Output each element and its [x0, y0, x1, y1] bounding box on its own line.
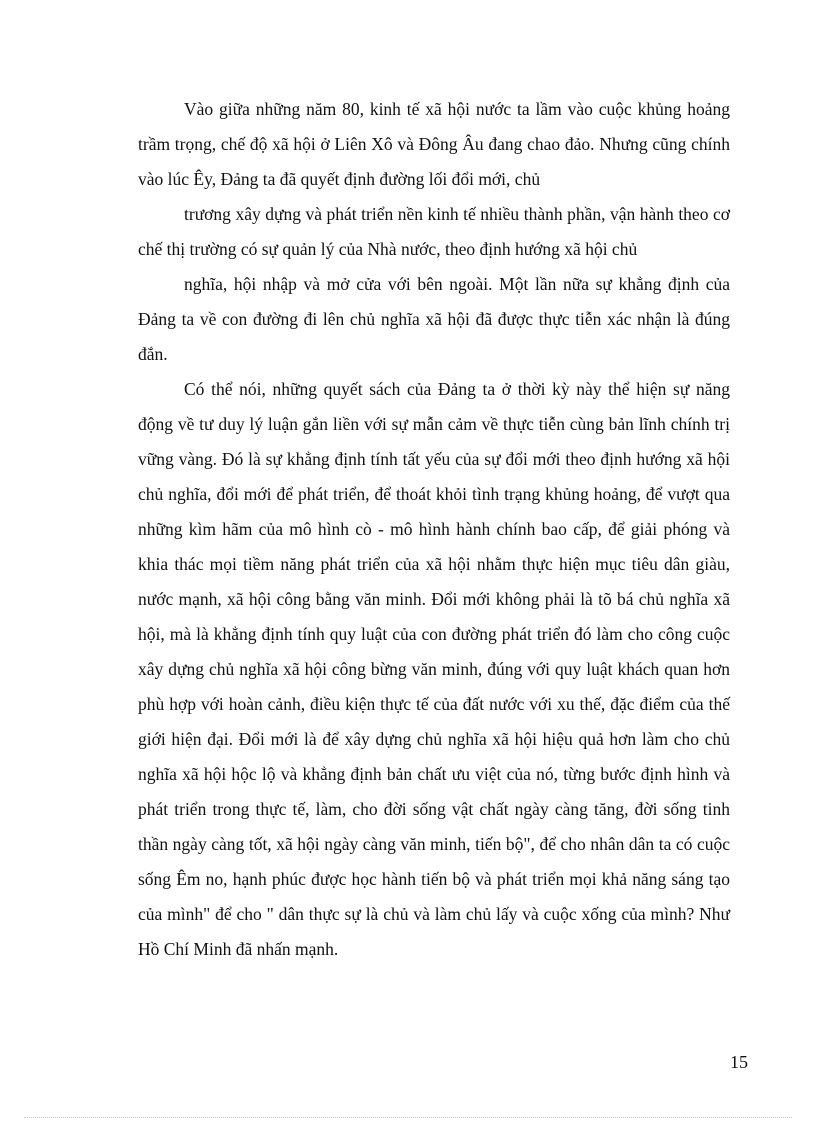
paragraph-1: Vào giữa những năm 80, kinh tế xã hội nước ta lầm vào cuộc khủng hoảng trầm trọng, chế độ xã hội ở Liên Xô và Đông Âu đang chao đảo. Nhưng cũng chính vào lúc Êy, Đảng ta đã quyết định đường lối đổi mới, chủ: [138, 99, 730, 189]
paragraph-3: nghĩa, hội nhập và mở cửa với bên ngoài. Một lần nữa sự khẳng định của Đảng ta về con đường đi lên chủ nghĩa xã hội đã được thực tiễn xác nhận là đúng đắn.: [138, 274, 730, 364]
page-number: 15: [730, 1052, 748, 1072]
paragraph-4: Có thể nói, những quyết sách của Đảng ta ở thời kỳ này thể hiện sự năng động về tư duy lý luận gắn liền với sự mẫn cảm về thực tiễn cùng bản lĩnh chính trị vững vàng. Đó là sự khẳng định tính tất yếu của sự đổi mới theo định hướng xã hội chủ nghĩa, đổi mới để phát triển, để thoát khỏi tình trạng khủng hoảng, để vượt qua những kìm hãm của mô hình cò - mô hình hành chính bao cấp, để giải phóng và khia thác mọi tiềm năng phát triển của xã hội nhằm thực hiện mục tiêu dân giàu, nước mạnh, xã hội công bằng văn minh. Đổi mới không phải là tõ bá chủ nghĩa xã hội, mà là khẳng định tính quy luật của con đường phát triển đó làm cho công cuộc xây dựng chủ nghĩa xã hội công bừng văn minh, đúng với quy luật khách quan hơn phù hợp với hoàn cảnh, điều kiện thực tế của đất nước với xu thế, đặc điểm của thế giới hiện đại. Đổi mới là để xây dựng chủ nghĩa xã hội hiệu quả hơn làm cho chủ nghĩa xã hội hộc lộ và khẳng định bản chất ưu việt của nó, từng bước định hình và phát triển trong thực tế, làm, cho đời sống vật chất ngày càng tăng, đời sống tinh thần ngày càng tốt, xã hội ngày càng văn minh, tiến bộ", để cho nhân dân ta có cuộc sống Êm no, hạnh phúc được học hành tiến bộ và phát triển mọi khả năng sáng tạo của mình" để cho " dân thực sự là chủ và làm chủ lấy và cuộc xống của mình? Như Hồ Chí Minh đã nhấn mạnh.: [138, 379, 730, 959]
paragraph-2: trương xây dựng và phát triển nền kinh tế nhiều thành phần, vận hành theo cơ chế thị trường có sự quản lý của Nhà nước, theo định hướng xã hội chủ: [138, 204, 730, 259]
body-text: [138, 92, 730, 967]
page-bottom-divider: [24, 1117, 792, 1118]
